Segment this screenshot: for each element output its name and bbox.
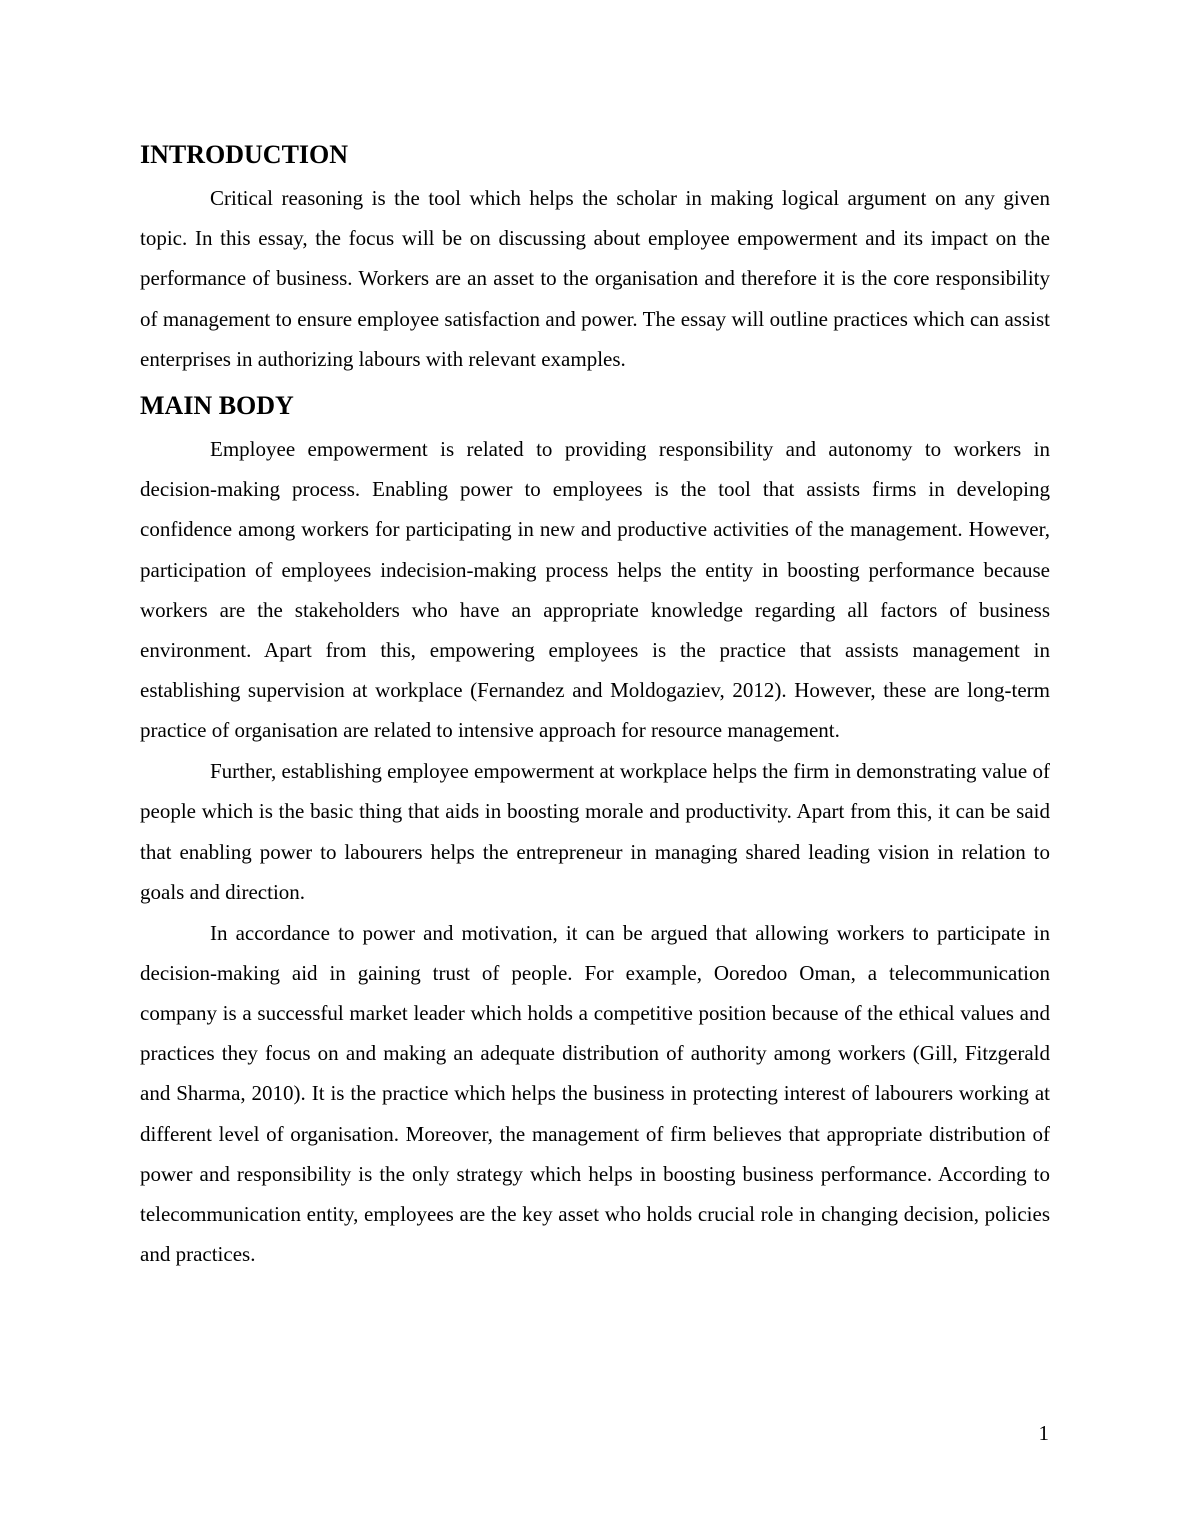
main-body-paragraph-1: Employee empowerment is related to providing responsibility and autonomy to workers in decision-making process. Enabling power to employees is the tool that assists firms in developing confidence among workers for participating in new and productive activities of the management. However, participation of employees indecision-making process helps the entity in boosting performance because workers are the stakeholders who have an appropriate knowledge regarding all factors of business environment. Apart from this, empowering employees is the practice that assists management in establishing supervision at workplace (Fernandez and Moldogaziev, 2012). However, these are long-term practice of organisation are related to intensive approach for resource management. (140, 437, 1050, 743)
intro-paragraph: Critical reasoning is the tool which helps the scholar in making logical argument on any given topic. In this essay, the focus will be on discussing about employee empowerment and its impact on the performance of business. Workers are an asset to the organisation and therefore it is the core responsibility of management to ensure employee satisfaction and power. The essay will outline practices which can assist enterprises in authorizing labours with relevant examples. (140, 186, 1050, 371)
page-content (140, 138, 1050, 1274)
heading-introduction: INTRODUCTION (140, 140, 349, 169)
heading-main-body: MAIN BODY (140, 391, 294, 421)
main-body-paragraph-2: Further, establishing employee empowerment at workplace helps the firm in demonstrating value of people which is the basic thing that aids in boosting morale and productivity. Apart from this, it can be said that enabling power to labourers helps the entrepreneur in managing shared leading vision in relation to goals and direction. (140, 759, 1050, 904)
page-number: 1 (1038, 1421, 1049, 1445)
main-body-paragraph-3: In accordance to power and motivation, it can be argued that allowing workers to participate in decision-making aid in gaining trust of people. For example, Ooredoo Oman, a telecommunication company is a successful market leader which holds a competitive position because of the ethical values and practices they focus on and making an adequate distribution of authority among workers (Gill, Fitzgerald and Sharma, 2010). It is the practice which helps the business in protecting interest of labourers working at different level of organisation. Moreover, the management of firm believes that appropriate distribution of power and responsibility is the only strategy which helps in boosting business performance. According to telecommunication entity, employees are the key asset who holds crucial role in changing decision, policies and practices. (140, 920, 1050, 1267)
